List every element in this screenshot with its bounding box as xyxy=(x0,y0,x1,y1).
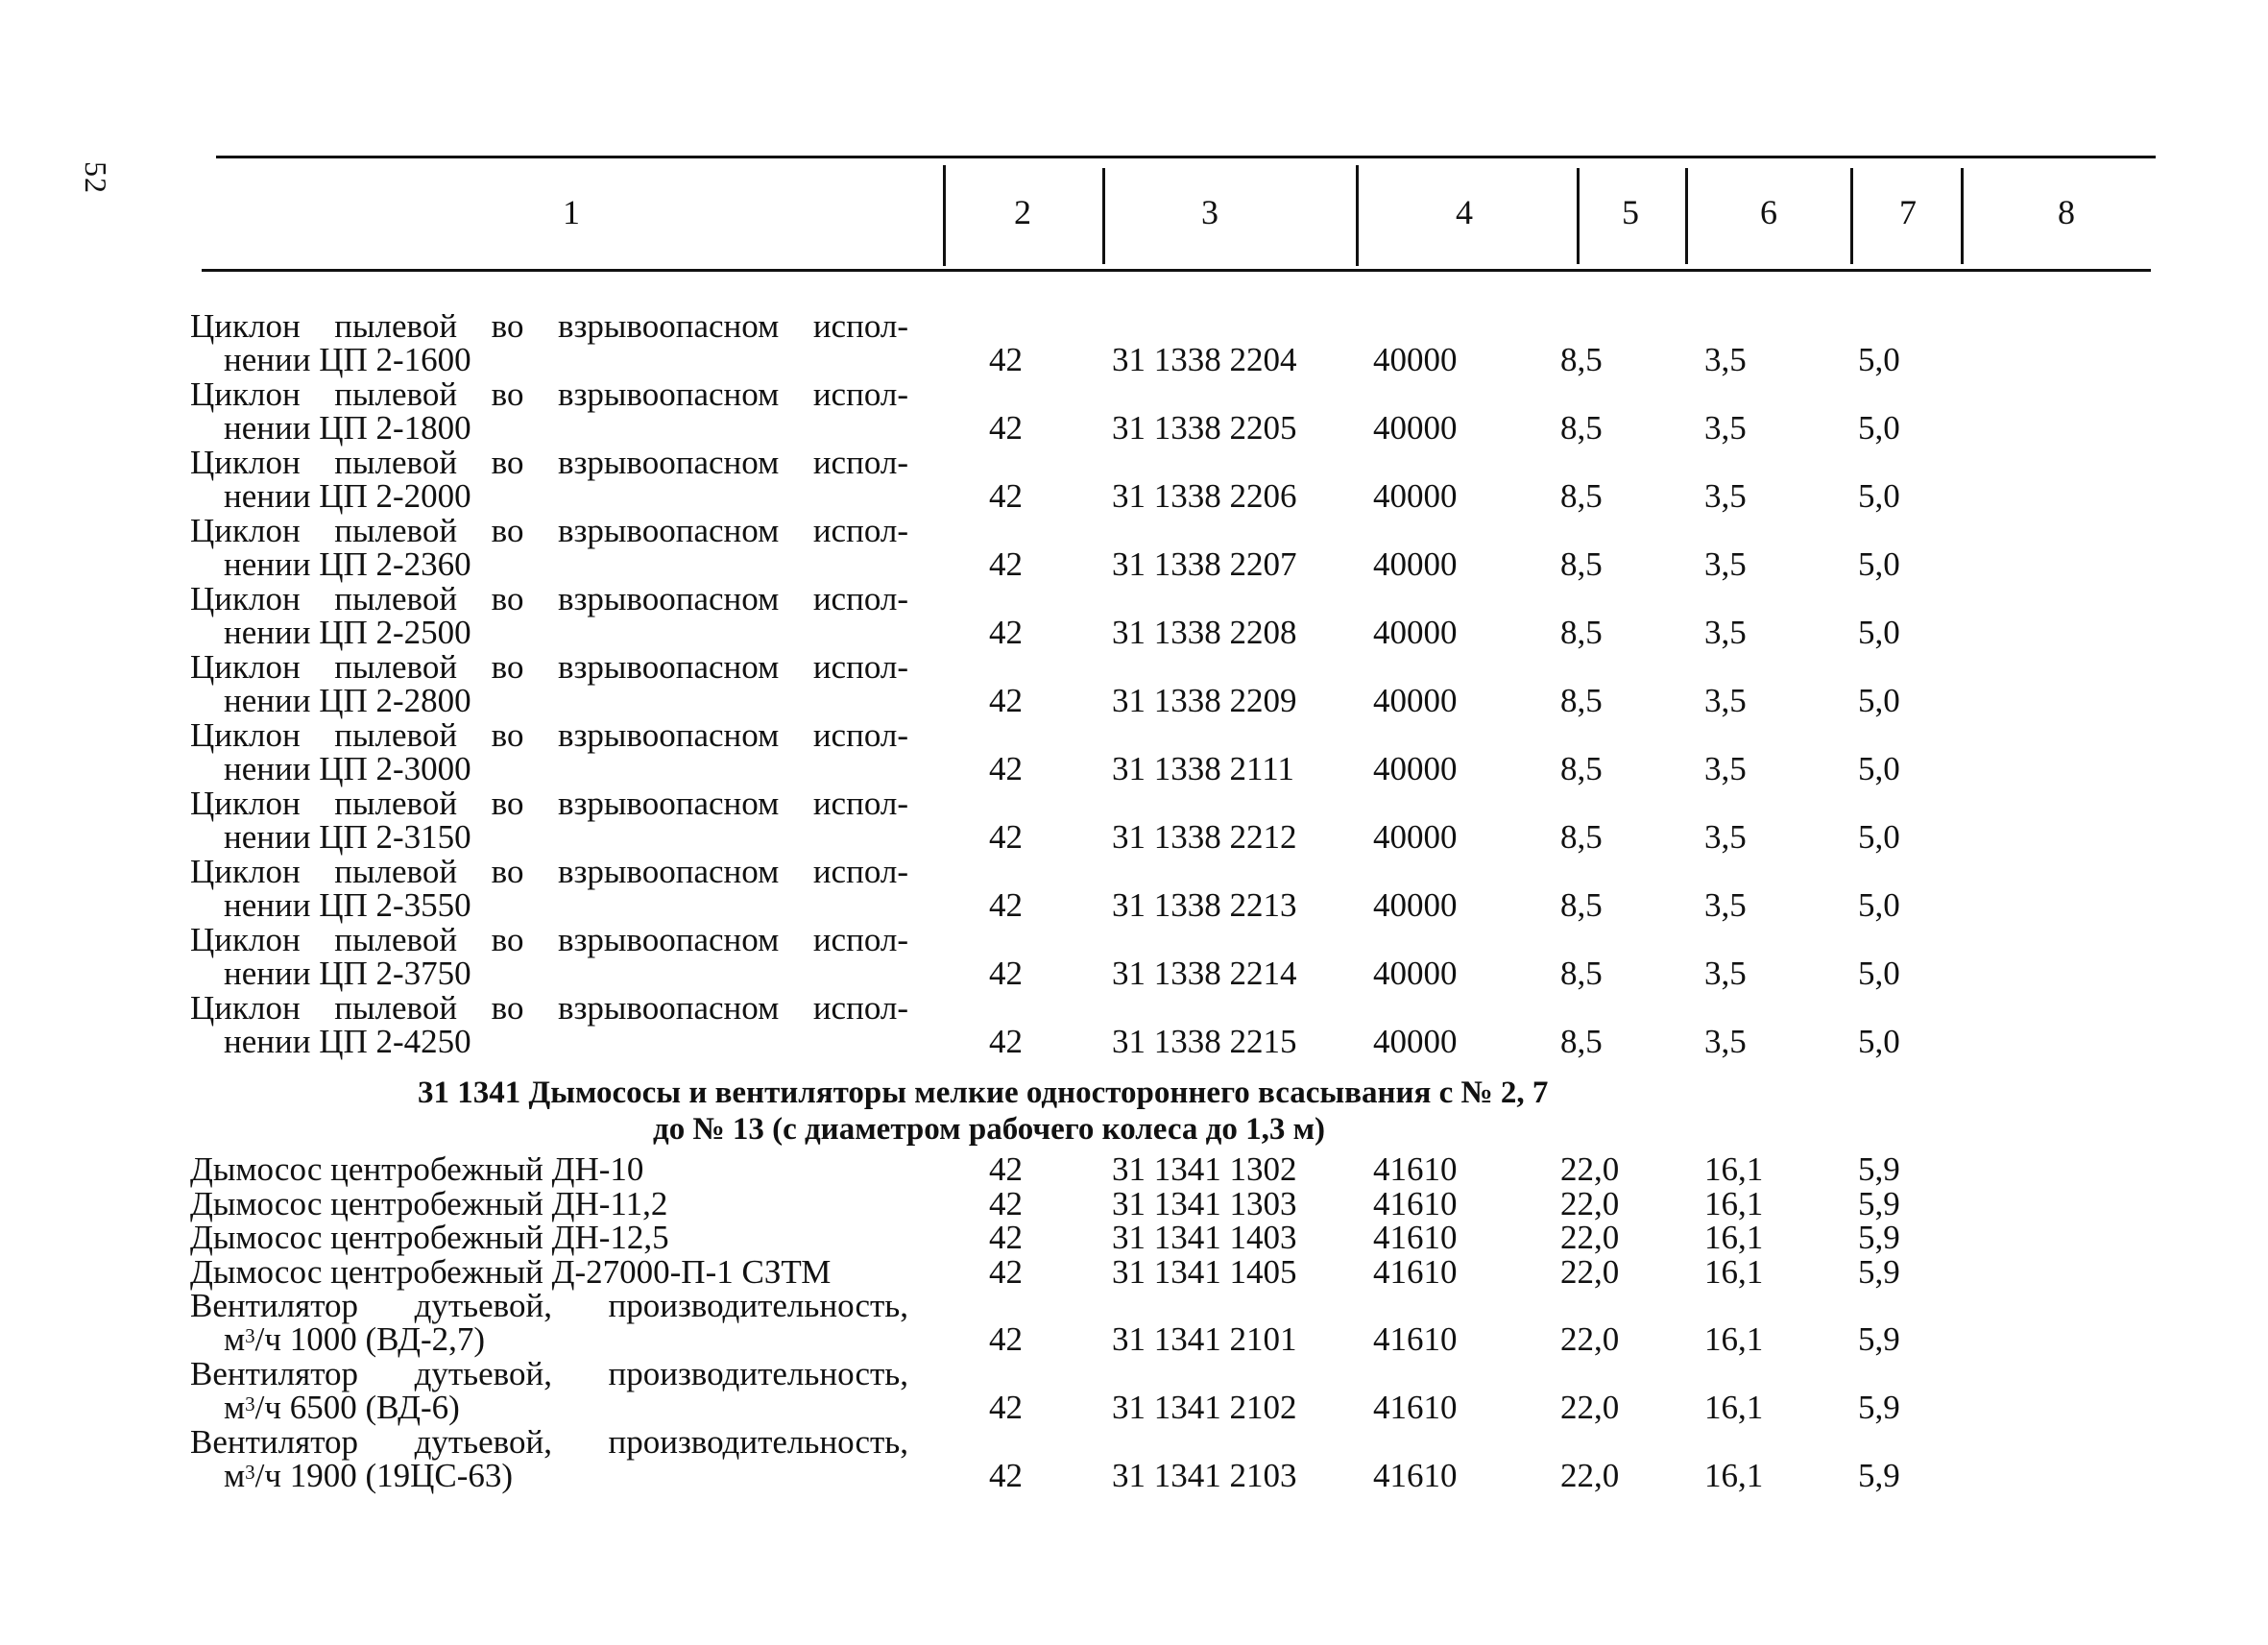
header-col-divider xyxy=(1356,165,1359,266)
cell-c3: 31 1341 2103 xyxy=(1112,1457,1297,1494)
cell-c7: 5,9 xyxy=(1858,1252,1900,1291)
unit-superscript: 3 xyxy=(245,1324,255,1347)
cell-c5: 22,0 xyxy=(1560,1150,1620,1188)
cell-c2: 42 xyxy=(989,1252,1023,1291)
cell-c2: 42 xyxy=(989,1150,1023,1188)
cell-c7: 5,0 xyxy=(1858,818,1900,856)
section-title: 31 1341 Дымососы и вентиляторы мелкие одностороннего всасывания с № 2, 7 xyxy=(418,1076,1549,1110)
cell-c4: 41610 xyxy=(1373,1252,1458,1291)
cell-c7: 5,9 xyxy=(1858,1457,1900,1494)
cell-c5: 8,5 xyxy=(1560,1023,1603,1060)
cell-c3: 31 1338 2111 xyxy=(1112,750,1294,787)
cell-c6: 16,1 xyxy=(1704,1389,1764,1426)
cell-c6: 3,5 xyxy=(1704,409,1747,447)
item-name: Дымосос центробежный Д-27000-П-1 СЗТМ xyxy=(190,1252,832,1291)
cell-c4: 41610 xyxy=(1373,1219,1458,1256)
cell-c3: 31 1338 2208 xyxy=(1112,614,1297,651)
cell-c2: 42 xyxy=(989,1320,1023,1358)
cell-c5: 8,5 xyxy=(1560,818,1603,856)
cell-c4: 40000 xyxy=(1373,682,1458,719)
cell-c7: 5,0 xyxy=(1858,477,1900,515)
cell-c7: 5,0 xyxy=(1858,682,1900,719)
unit-rest: /ч 1900 (19ЦС-63) xyxy=(254,1457,514,1494)
cell-c7: 5,9 xyxy=(1858,1150,1900,1188)
cell-c5: 8,5 xyxy=(1560,750,1603,787)
header-col-8: 8 xyxy=(2058,193,2075,231)
cell-c2: 42 xyxy=(989,1219,1023,1256)
cell-c3: 31 1341 1403 xyxy=(1112,1219,1297,1256)
cell-c7: 5,0 xyxy=(1858,614,1900,651)
cell-c6: 3,5 xyxy=(1704,477,1747,515)
cell-c6: 3,5 xyxy=(1704,614,1747,651)
cell-c3: 31 1341 1302 xyxy=(1112,1150,1297,1188)
cell-c2: 42 xyxy=(989,955,1023,992)
item-name-line1: Вентилятор дутьевой, производительность, xyxy=(190,1355,908,1392)
cell-c3: 31 1338 2207 xyxy=(1112,545,1297,583)
cell-c5: 8,5 xyxy=(1560,682,1603,719)
cell-c7: 5,9 xyxy=(1858,1389,1900,1426)
item-name-line2 xyxy=(224,1322,485,1357)
item-name-line1: Циклон пылевой во взрывоопасном испол- xyxy=(190,444,908,481)
cell-c5: 22,0 xyxy=(1560,1389,1620,1426)
unit-base: м xyxy=(224,1389,246,1426)
header-col-divider xyxy=(1577,168,1580,264)
cell-c7: 5,0 xyxy=(1858,1023,1900,1060)
item-name-line2: нении ЦП 2-2500 xyxy=(224,614,471,651)
header-col-1: 1 xyxy=(563,193,580,231)
item-name-line2 xyxy=(224,1459,513,1493)
cell-c5: 22,0 xyxy=(1560,1457,1620,1494)
cell-c7: 5,0 xyxy=(1858,750,1900,787)
cell-c3: 31 1341 1303 xyxy=(1112,1184,1297,1222)
item-name-line1: Циклон пылевой во взрывоопасном испол- xyxy=(190,580,908,617)
cell-c7: 5,9 xyxy=(1858,1184,1900,1222)
header-col-divider xyxy=(943,165,946,266)
cell-c4: 40000 xyxy=(1373,750,1458,787)
item-name-line2: нении ЦП 2-3750 xyxy=(224,955,471,992)
cell-c7: 5,0 xyxy=(1858,886,1900,924)
cell-c4: 40000 xyxy=(1373,477,1458,515)
cell-c3: 31 1338 2215 xyxy=(1112,1023,1297,1060)
item-name-line2: нении ЦП 2-3150 xyxy=(224,818,471,856)
cell-c6: 3,5 xyxy=(1704,682,1747,719)
item-name-line2: нении ЦП 2-2000 xyxy=(224,477,471,515)
item-name-line1: Циклон пылевой во взрывоопасном испол- xyxy=(190,375,908,413)
cell-c6: 3,5 xyxy=(1704,750,1747,787)
item-name-line2: нении ЦП 2-1600 xyxy=(224,341,471,378)
cell-c2: 42 xyxy=(989,1457,1023,1494)
header-col-divider xyxy=(1102,168,1105,264)
cell-c6: 16,1 xyxy=(1704,1184,1764,1222)
cell-c4: 41610 xyxy=(1373,1389,1458,1426)
cell-c6: 16,1 xyxy=(1704,1252,1764,1291)
header-col-5: 5 xyxy=(1622,193,1639,231)
cell-c4: 40000 xyxy=(1373,886,1458,924)
section-subtitle: до № 13 (с диаметром рабочего колеса до 1,3 м) xyxy=(653,1112,1326,1147)
cell-c3: 31 1338 2209 xyxy=(1112,682,1297,719)
cell-c4: 40000 xyxy=(1373,955,1458,992)
cell-c4: 40000 xyxy=(1373,1023,1458,1060)
item-name-line1: Вентилятор дутьевой, производительность, xyxy=(190,1423,908,1461)
unit-rest: /ч 6500 (ВД-6) xyxy=(254,1389,460,1426)
cell-c2: 42 xyxy=(989,682,1023,719)
item-name-line1: Циклон пылевой во взрывоопасном испол- xyxy=(190,648,908,686)
cell-c5: 8,5 xyxy=(1560,409,1603,447)
header-col-3: 3 xyxy=(1201,193,1218,231)
cell-c3: 31 1341 1405 xyxy=(1112,1252,1297,1291)
cell-c4: 41610 xyxy=(1373,1184,1458,1222)
cell-c2: 42 xyxy=(989,409,1023,447)
cell-c6: 16,1 xyxy=(1704,1320,1764,1358)
header-col-2: 2 xyxy=(1014,193,1031,231)
cell-c7: 5,9 xyxy=(1858,1320,1900,1358)
cell-c4: 41610 xyxy=(1373,1457,1458,1494)
item-name-line2: нении ЦП 2-1800 xyxy=(224,409,471,447)
cell-c7: 5,9 xyxy=(1858,1219,1900,1256)
item-name-line1: Циклон пылевой во взрывоопасном испол- xyxy=(190,785,908,822)
header-col-6: 6 xyxy=(1760,193,1777,231)
cell-c6: 16,1 xyxy=(1704,1150,1764,1188)
header-top-rule xyxy=(216,156,2156,158)
cell-c2: 42 xyxy=(989,1023,1023,1060)
cell-c3: 31 1341 2101 xyxy=(1112,1320,1297,1358)
header-col-7: 7 xyxy=(1899,193,1917,231)
item-name-line2: нении ЦП 2-2800 xyxy=(224,682,471,719)
cell-c3: 31 1338 2205 xyxy=(1112,409,1297,447)
cell-c2: 42 xyxy=(989,750,1023,787)
cell-c7: 5,0 xyxy=(1858,409,1900,447)
header-col-divider xyxy=(1685,168,1688,264)
cell-c3: 31 1338 2204 xyxy=(1112,341,1297,378)
item-name-line2: нении ЦП 2-4250 xyxy=(224,1023,471,1060)
cell-c2: 42 xyxy=(989,886,1023,924)
cell-c3: 31 1341 2102 xyxy=(1112,1389,1297,1426)
cell-c2: 42 xyxy=(989,477,1023,515)
cell-c6: 3,5 xyxy=(1704,886,1747,924)
cell-c5: 8,5 xyxy=(1560,477,1603,515)
page-number: 52 xyxy=(79,161,113,194)
cell-c3: 31 1338 2214 xyxy=(1112,955,1297,992)
cell-c2: 42 xyxy=(989,341,1023,378)
cell-c5: 22,0 xyxy=(1560,1320,1620,1358)
cell-c3: 31 1338 2206 xyxy=(1112,477,1297,515)
cell-c4: 40000 xyxy=(1373,818,1458,856)
item-name-line1: Циклон пылевой во взрывоопасном испол- xyxy=(190,307,908,345)
cell-c4: 40000 xyxy=(1373,614,1458,651)
cell-c2: 42 xyxy=(989,818,1023,856)
cell-c2: 42 xyxy=(989,1389,1023,1426)
cell-c6: 3,5 xyxy=(1704,955,1747,992)
item-name-line1: Циклон пылевой во взрывоопасном испол- xyxy=(190,921,908,958)
cell-c4: 41610 xyxy=(1373,1320,1458,1358)
header-bottom-rule xyxy=(202,269,2151,272)
cell-c4: 40000 xyxy=(1373,341,1458,378)
cell-c3: 31 1338 2213 xyxy=(1112,886,1297,924)
item-name-line2: нении ЦП 2-2360 xyxy=(224,545,471,583)
item-name-line2: нении ЦП 2-3000 xyxy=(224,750,471,787)
unit-rest: /ч 1000 (ВД-2,7) xyxy=(254,1320,486,1358)
header-col-4: 4 xyxy=(1456,193,1473,231)
unit-base: м xyxy=(224,1457,246,1494)
cell-c6: 16,1 xyxy=(1704,1457,1764,1494)
cell-c5: 8,5 xyxy=(1560,955,1603,992)
cell-c5: 22,0 xyxy=(1560,1219,1620,1256)
cell-c2: 42 xyxy=(989,545,1023,583)
cell-c6: 3,5 xyxy=(1704,818,1747,856)
cell-c3: 31 1338 2212 xyxy=(1112,818,1297,856)
cell-c4: 40000 xyxy=(1373,545,1458,583)
cell-c2: 42 xyxy=(989,1184,1023,1222)
unit-base: м xyxy=(224,1320,246,1358)
cell-c5: 22,0 xyxy=(1560,1252,1620,1291)
item-name-line1: Циклон пылевой во взрывоопасном испол- xyxy=(190,512,908,549)
cell-c4: 40000 xyxy=(1373,409,1458,447)
header-col-divider xyxy=(1850,168,1853,264)
item-name-line1: Циклон пылевой во взрывоопасном испол- xyxy=(190,716,908,754)
item-name-line1: Циклон пылевой во взрывоопасном испол- xyxy=(190,853,908,890)
cell-c6: 16,1 xyxy=(1704,1219,1764,1256)
item-name-line2: нении ЦП 2-3550 xyxy=(224,886,471,924)
cell-c5: 22,0 xyxy=(1560,1184,1620,1222)
cell-c4: 41610 xyxy=(1373,1150,1458,1188)
cell-c6: 3,5 xyxy=(1704,545,1747,583)
cell-c5: 8,5 xyxy=(1560,614,1603,651)
cell-c6: 3,5 xyxy=(1704,1023,1747,1060)
cell-c7: 5,0 xyxy=(1858,955,1900,992)
cell-c6: 3,5 xyxy=(1704,341,1747,378)
item-name: Дымосос центробежный ДН-12,5 xyxy=(190,1219,669,1256)
cell-c7: 5,0 xyxy=(1858,545,1900,583)
header-col-divider xyxy=(1961,168,1964,264)
cell-c5: 8,5 xyxy=(1560,545,1603,583)
unit-superscript: 3 xyxy=(245,1392,255,1415)
cell-c2: 42 xyxy=(989,614,1023,651)
unit-superscript: 3 xyxy=(245,1461,255,1484)
item-name: Дымосос центробежный ДН-10 xyxy=(190,1150,644,1188)
cell-c7: 5,0 xyxy=(1858,341,1900,378)
cell-c5: 8,5 xyxy=(1560,886,1603,924)
item-name-line1: Вентилятор дутьевой, производительность, xyxy=(190,1287,908,1324)
item-name-line1: Циклон пылевой во взрывоопасном испол- xyxy=(190,989,908,1027)
item-name: Дымосос центробежный ДН-11,2 xyxy=(190,1184,668,1222)
cell-c5: 8,5 xyxy=(1560,341,1603,378)
item-name-line2 xyxy=(224,1391,460,1425)
